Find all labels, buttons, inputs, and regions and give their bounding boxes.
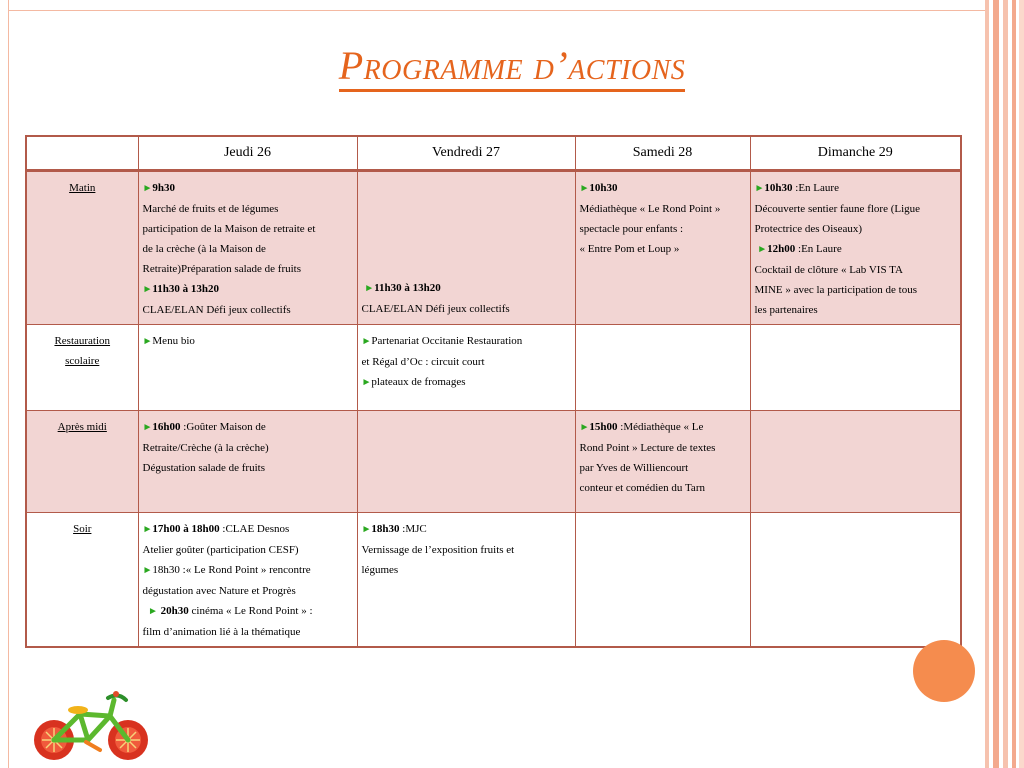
page-title: Programme d’actions	[0, 42, 1024, 89]
header-jeudi: Jeudi 26	[138, 136, 357, 171]
arrow-icon: ►	[142, 565, 153, 576]
row-label-matin: Matin	[26, 171, 138, 325]
cell-restauration-samedi	[575, 325, 750, 411]
vegetable-bicycle-logo-icon	[30, 688, 150, 766]
cell-soir-dimanche	[750, 513, 961, 648]
header-dimanche: Dimanche 29	[750, 136, 961, 171]
decor-stripe	[1019, 0, 1024, 768]
cell-apres-midi-vendredi	[357, 411, 575, 513]
arrow-icon: ►	[757, 244, 768, 255]
header-samedi: Samedi 28	[575, 136, 750, 171]
arrow-icon: ►	[754, 183, 765, 194]
orange-circle-icon	[913, 640, 975, 702]
cell-restauration-vendredi: ►Partenariat Occitanie Restauration et Régal d’Oc : circuit court ►plateaux de fromages	[357, 325, 575, 411]
arrow-icon: ►	[142, 422, 153, 433]
cell-apres-midi-dimanche	[750, 411, 961, 513]
decor-stripe	[1003, 0, 1008, 768]
arrow-icon: ►	[579, 422, 590, 433]
table-header-row	[26, 136, 961, 171]
cell-matin-dimanche: ►10h30 :En Laure Découverte sentier faune flore (Ligue Protectrice des Oiseaux) ►12h00 :En Laure Cocktail de clôture « Lab VIS TA MINE » avec la participation de tous les partenaires	[750, 171, 961, 325]
cell-apres-midi-samedi: ►15h00 :Médiathèque « Le Rond Point » Lecture de textes par Yves de Williencourt conteur et comédien du Tarn	[575, 411, 750, 513]
arrow-icon: ►	[361, 524, 372, 535]
program-table	[25, 135, 962, 648]
header-vendredi: Vendredi 27	[357, 136, 575, 171]
decor-stripe	[993, 0, 999, 768]
arrow-icon: ►	[364, 283, 375, 294]
header-empty	[26, 136, 138, 171]
arrow-icon: ►	[142, 524, 153, 535]
arrow-icon: ►	[148, 606, 158, 617]
decor-stripe	[985, 0, 989, 768]
cell-soir-jeudi: ►17h00 à 18h00 :CLAE Desnos Atelier goûter (participation CESF) ►18h30 :« Le Rond Point » rencontre dégustation avec Nature et Progrès ► 20h30 cinéma « Le Rond Point » : film d’animation lié à la thématique	[138, 513, 357, 648]
cell-matin-vendredi: ►11h30 à 13h20 CLAE/ELAN Défi jeux collectifs	[357, 171, 575, 325]
slide-frame-top	[8, 10, 988, 11]
row-label-apres-midi: Après midi	[26, 411, 138, 513]
arrow-icon: ►	[142, 336, 153, 347]
cell-soir-samedi	[575, 513, 750, 648]
arrow-icon: ►	[361, 336, 372, 347]
table-row-apres-midi	[26, 411, 961, 513]
arrow-icon: ►	[142, 284, 153, 295]
cell-matin-jeudi: ►9h30 Marché de fruits et de légumes participation de la Maison de retraite et de la crèche (à la Maison de Retraite)Préparation salade de fruits ►11h30 à 13h20 CLAE/ELAN Défi jeux collectifs	[138, 171, 357, 325]
arrow-icon: ►	[142, 183, 153, 194]
table-row-restauration	[26, 325, 961, 411]
cell-matin-samedi: ►10h30 Médiathèque « Le Rond Point » spectacle pour enfants : « Entre Pom et Loup »	[575, 171, 750, 325]
cell-restauration-jeudi: ►Menu bio	[138, 325, 357, 411]
row-label-restauration: Restauration scolaire	[26, 325, 138, 411]
table-row-matin	[26, 171, 961, 325]
decor-stripe	[1012, 0, 1016, 768]
arrow-icon: ►	[579, 183, 590, 194]
cell-restauration-dimanche	[750, 325, 961, 411]
cell-apres-midi-jeudi: ►16h00 :Goûter Maison de Retraite/Crèche (à la crèche) Dégustation salade de fruits	[138, 411, 357, 513]
table-row-soir	[26, 513, 961, 648]
arrow-icon: ►	[361, 377, 372, 388]
slide-frame-left	[8, 0, 9, 768]
row-label-soir: Soir	[26, 513, 138, 648]
cell-soir-vendredi: ►18h30 :MJC Vernissage de l’exposition fruits et légumes	[357, 513, 575, 648]
